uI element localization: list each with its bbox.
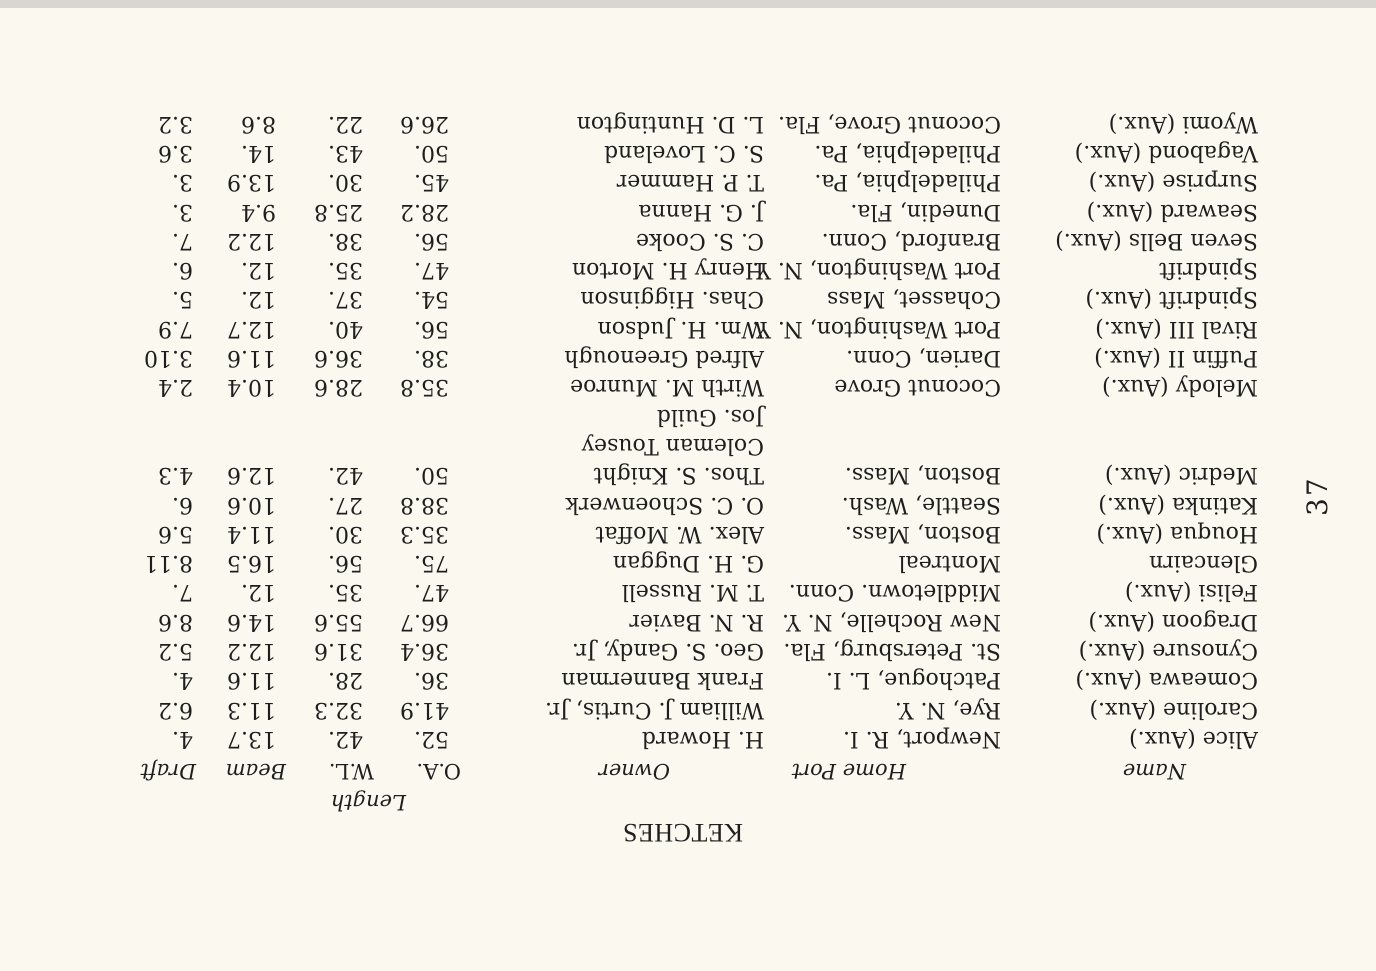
ship-name-cell: Medric (Aux.) — [1104, 462, 1258, 488]
beam-cell: 10.6 — [227, 491, 276, 517]
table-row — [0, 138, 1376, 167]
beam-cell: 13.9 — [227, 169, 276, 195]
length-oa-cell: 28.2 — [400, 198, 449, 224]
ship-name-cell: Seaward (Aux.) — [1086, 198, 1258, 224]
home-port-cell: Darien, Conn. — [846, 345, 1001, 371]
length-wl-cell: 32.3 — [314, 696, 363, 722]
ship-name-cell: Katinka (Aux.) — [1098, 491, 1258, 517]
length-oa-cell: 35.3 — [400, 520, 449, 546]
draft-cell: 3.10 — [144, 345, 193, 371]
header-wl: W.L. — [328, 759, 374, 783]
beam-cell: 12.2 — [227, 227, 276, 253]
length-oa-cell: 35.8 — [400, 374, 449, 400]
length-oa-cell: 50. — [414, 462, 449, 488]
beam-cell: 9.4 — [241, 198, 276, 224]
owner-cell: William J. Curtis, Jr. — [544, 696, 764, 722]
length-oa-cell: 50. — [414, 140, 449, 165]
draft-cell: 8.11 — [144, 550, 193, 576]
beam-cell: 14.6 — [227, 608, 276, 634]
owner-cell: Henry H. Morton — [571, 257, 764, 283]
draft-cell: 3. — [172, 198, 193, 224]
ship-name-cell: Puffin II (Aux.) — [1094, 345, 1258, 371]
owner-cell: Jos. Guild — [656, 403, 764, 429]
table-row — [0, 402, 1376, 431]
draft-cell: 4. — [172, 667, 193, 693]
home-port-cell: Boston, Mass. — [844, 462, 1001, 488]
page-number: 37 — [1301, 476, 1334, 516]
length-wl-cell: 28. — [328, 667, 363, 693]
length-oa-cell: 26.6 — [400, 110, 449, 136]
length-wl-cell: 42. — [328, 462, 363, 488]
home-port-cell: Dunedin, Fla. — [850, 198, 1001, 224]
home-port-cell: Boston, Mass. — [844, 520, 1001, 546]
owner-cell: O. C. Schoenwerk — [565, 491, 764, 517]
home-port-cell: Montreal — [898, 550, 1001, 576]
home-port-cell: Seattle, Wash. — [841, 491, 1001, 517]
beam-cell: 11.4 — [227, 520, 276, 546]
length-oa-cell: 38. — [414, 345, 449, 371]
home-port-cell: Coconut Grove — [834, 374, 1001, 400]
length-wl-cell: 30. — [328, 520, 363, 546]
owner-cell: Alex. W. Moffat — [595, 520, 764, 546]
length-wl-cell: 36.6 — [314, 345, 363, 371]
length-wl-cell: 28.6 — [314, 374, 363, 400]
ship-name-cell: Vagabond (Aux.) — [1074, 140, 1258, 165]
length-oa-cell: 47. — [414, 257, 449, 283]
table-row — [0, 490, 1376, 519]
header-name: Name — [1122, 759, 1186, 783]
table-row — [0, 343, 1376, 372]
ship-name-cell: Melody (Aux.) — [1102, 374, 1258, 400]
ship-name-cell: Spindrift (Aux.) — [1085, 286, 1258, 312]
owner-cell: S. C. Loveland — [603, 140, 764, 165]
table-row — [0, 255, 1376, 284]
length-wl-cell: 55.6 — [314, 608, 363, 634]
owner-cell: Wirth M. Munroe — [570, 374, 764, 400]
ship-name-cell: Cynosure (Aux.) — [1078, 638, 1258, 664]
table-row — [0, 548, 1376, 577]
length-wl-cell: 27. — [328, 491, 363, 517]
owner-cell: H. Howard — [641, 726, 764, 751]
owner-cell: G. H. Duggan — [612, 550, 764, 576]
beam-cell: 12.7 — [227, 315, 276, 341]
length-oa-cell: 36. — [414, 667, 449, 693]
table-row — [0, 607, 1376, 636]
page-title: KETCHES — [622, 818, 743, 847]
beam-cell: 12. — [241, 257, 276, 283]
length-wl-cell: 30. — [328, 169, 363, 195]
length-wl-cell: 37. — [328, 286, 363, 312]
owner-cell: T. P. Hammer — [616, 169, 764, 195]
draft-cell: 6. — [172, 491, 193, 517]
header-beam: Beam — [225, 759, 286, 783]
owner-cell: Geo. S. Gandy, Jr. — [571, 638, 764, 664]
ship-name-cell: Spindrift — [1159, 257, 1258, 283]
table-row — [0, 226, 1376, 255]
owner-cell: Wm. H. Judson — [597, 315, 764, 341]
owner-cell: C. S. Cooke — [636, 227, 764, 253]
table-row — [0, 372, 1376, 401]
home-port-cell: Philadelphia, Pa. — [814, 169, 1001, 195]
home-port-cell: New Rochelle, N. Y. — [781, 608, 1001, 634]
table-row — [0, 109, 1376, 138]
length-oa-cell: 56. — [414, 227, 449, 253]
home-port-cell: Rye, N. Y. — [894, 696, 1001, 722]
table-row — [0, 167, 1376, 196]
length-wl-cell: 35. — [328, 257, 363, 283]
draft-cell: 2.4 — [158, 374, 193, 400]
length-oa-cell: 36.4 — [400, 638, 449, 664]
length-wl-cell: 31.6 — [314, 638, 363, 664]
home-port-cell: Port Washington, N. Y. — [752, 315, 1001, 341]
draft-cell: 7. — [172, 227, 193, 253]
length-oa-cell: 56. — [414, 315, 449, 341]
home-port-cell: Patchogue, L. I. — [825, 667, 1001, 693]
beam-cell: 8.6 — [241, 110, 276, 136]
draft-cell: 7. — [172, 579, 193, 605]
home-port-cell: Coconut Grove, Fla. — [778, 110, 1001, 136]
draft-cell: 5.2 — [158, 638, 193, 664]
owner-cell: Frank Bannerman — [561, 667, 764, 693]
length-wl-cell: 25.8 — [314, 198, 363, 224]
header-oa: O.A. — [416, 759, 461, 783]
length-oa-cell: 47. — [414, 579, 449, 605]
owner-cell: Alfred Greenough — [564, 345, 764, 371]
owner-cell: T. M. Russell — [621, 579, 764, 605]
ship-name-cell: Alice (Aux.) — [1129, 726, 1258, 751]
ship-name-cell: Glencairn — [1149, 550, 1258, 576]
header-owner: Owner — [598, 759, 670, 783]
beam-cell: 12. — [241, 286, 276, 312]
beam-cell: 16.5 — [227, 550, 276, 576]
draft-cell: 3.6 — [158, 140, 193, 165]
owner-cell: Thos. S. Knight — [593, 462, 764, 488]
length-wl-cell: 35. — [328, 579, 363, 605]
owner-cell: Coleman Tousey — [581, 433, 764, 458]
home-port-cell: Middletown. Conn. — [788, 579, 1001, 605]
home-port-cell: Newport, R. I. — [842, 726, 1001, 751]
owner-cell: Chas. Higginson — [580, 286, 764, 312]
length-wl-cell: 38. — [328, 227, 363, 253]
home-port-cell: Philadelphia, Pa. — [814, 140, 1001, 165]
draft-cell: 5.6 — [158, 520, 193, 546]
length-oa-cell: 66.7 — [400, 608, 449, 634]
draft-cell: 6.2 — [158, 696, 193, 722]
header-draft: Draft — [140, 759, 196, 783]
beam-cell: 14. — [241, 140, 276, 165]
table-row — [0, 285, 1376, 314]
ketches-table — [0, 53, 1376, 753]
draft-cell: 5. — [172, 286, 193, 312]
table-row — [0, 197, 1376, 226]
length-oa-cell: 54. — [414, 286, 449, 312]
draft-cell: 3. — [172, 169, 193, 195]
beam-cell: 11.6 — [227, 667, 276, 693]
table-row — [0, 724, 1376, 753]
length-oa-cell: 52. — [414, 726, 449, 751]
beam-cell: 11.3 — [227, 696, 276, 722]
table-row — [0, 636, 1376, 665]
length-wl-cell: 22. — [328, 110, 363, 136]
draft-cell: 4. — [172, 726, 193, 751]
draft-cell: 6. — [172, 257, 193, 283]
beam-cell: 11.6 — [227, 345, 276, 371]
home-port-cell: Port Washington, N. Y. — [752, 257, 1001, 283]
ship-name-cell: Seven Bells (Aux.) — [1055, 227, 1258, 253]
ship-name-cell: Rival III (Aux.) — [1095, 315, 1258, 341]
table-row — [0, 665, 1376, 694]
length-oa-cell: 41.9 — [400, 696, 449, 722]
ship-name-cell: Dragoon (Aux.) — [1088, 608, 1258, 634]
header-home-port: Home Port — [791, 759, 906, 783]
ship-name-cell: Wyomi (Aux.) — [1108, 110, 1258, 136]
ship-name-cell: Caroline (Aux.) — [1089, 696, 1258, 722]
table-row — [0, 578, 1376, 607]
owner-cell: L. D. Huntington — [576, 110, 764, 136]
ship-name-cell: Surprise (Aux.) — [1088, 169, 1258, 195]
beam-cell: 10.4 — [227, 374, 276, 400]
beam-cell: 12.6 — [227, 462, 276, 488]
beam-cell: 12. — [241, 579, 276, 605]
home-port-cell: Cohasset, Mass — [826, 286, 1001, 312]
table-row — [0, 519, 1376, 548]
owner-cell: R. N. Bavier — [629, 608, 764, 634]
table-row — [0, 431, 1376, 460]
length-wl-cell: 42. — [328, 726, 363, 751]
length-wl-cell: 40. — [328, 315, 363, 341]
page-edge-shadow — [0, 0, 1376, 8]
length-oa-cell: 38.8 — [400, 491, 449, 517]
owner-cell: J. G. Hanna — [638, 198, 764, 224]
length-oa-cell: 75. — [414, 550, 449, 576]
length-wl-cell: 56. — [328, 550, 363, 576]
table-row — [0, 695, 1376, 724]
draft-cell: 4.3 — [158, 462, 193, 488]
ship-name-cell: Houqua (Aux.) — [1096, 520, 1258, 546]
length-oa-cell: 45. — [414, 169, 449, 195]
ship-name-cell: Felisi (Aux.) — [1124, 579, 1258, 605]
home-port-cell: Branford, Conn. — [821, 227, 1001, 253]
home-port-cell: St. Petersburg, Fla. — [783, 638, 1001, 664]
beam-cell: 12.2 — [227, 638, 276, 664]
draft-cell: 3.2 — [158, 110, 193, 136]
length-wl-cell: 43. — [328, 140, 363, 165]
table-row — [0, 460, 1376, 489]
ship-name-cell: Comeawa (Aux.) — [1075, 667, 1258, 693]
beam-cell: 13.7 — [227, 726, 276, 751]
table-row — [0, 314, 1376, 343]
draft-cell: 7.9 — [158, 315, 193, 341]
draft-cell: 8.6 — [158, 608, 193, 634]
length-group-label: Length — [330, 790, 406, 814]
